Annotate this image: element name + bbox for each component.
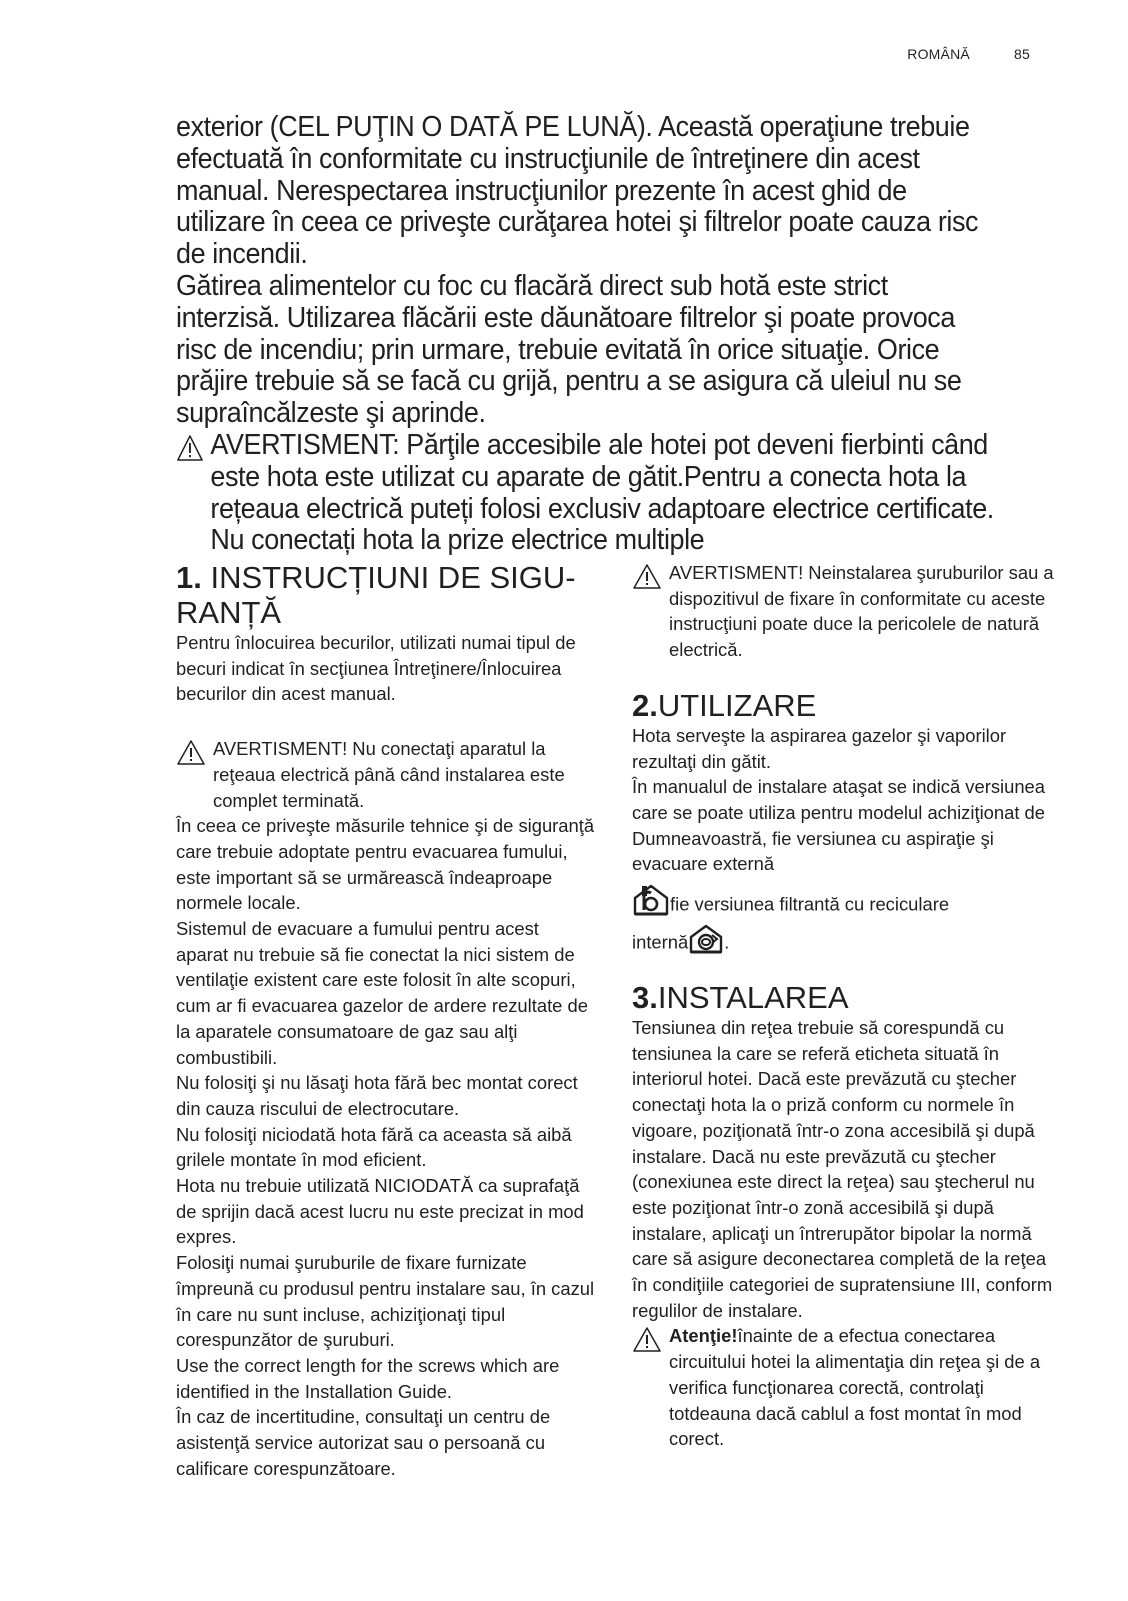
section-3-title: INSTALAREA xyxy=(657,980,849,1016)
section-2-internal-text: internă xyxy=(632,931,689,953)
section-1-grilles: Nu folosiţi niciodată hota fără ca aceasta să aibă grilele montate în mod eficient. xyxy=(176,1123,572,1171)
section-2-filter-line xyxy=(632,883,1062,917)
section-2-internal-line xyxy=(632,923,1062,955)
intro-block xyxy=(176,112,994,557)
intro-paragraph: exterior (CEL PUŢIN O DATĂ PE LUNĂ). Această operaţiune trebuie efectuată în conformitate cu instrucţiunile de întreţinere din acest manual. Nerespectarea instrucţiunilor prezente în acest ghid de utilizare în ceea ce priveşte curăţarea hotei şi filtrelor poate cauza risc de incendii. xyxy=(176,111,979,271)
section-1-doubt: În caz de incertitudine, consultaţi un centru de asistenţă service autorizat sau o persoană cu calificare corespunzătoare. xyxy=(176,1406,551,1479)
section-2-internal-dot: . xyxy=(724,931,730,953)
section-3-voltage: Tensiunea din reţea trebuie să corespundă cu tensiunea la care se referă eticheta situată în interiorul hotei. Dacă este prevăzută cu ştecher conectaţi hota la o priză conform cu normele în vigoare, poziţionată într-o zona accesibilă şi după instalare. Dacă nu este prevăzută cu ştecher (conexiunea este direct la reţea) sau ştecherul nu este poziţionat într-o zonă accesibilă şi după instalare, aplicaţi un întrerupător bipolar la normă care să asigure deconectarea completă de la reţea în condiţiile categoriei de supratensiune III, conform regulilor de instalare. xyxy=(632,1017,1053,1321)
section-1-support: Hota nu trebuie utilizată NICIODATĂ ca suprafaţă de sprijin dacă acest lucru nu este precizat in mod expres. xyxy=(176,1175,584,1248)
section-2-number: 2. xyxy=(632,687,658,723)
section-1-screw-length: Use the correct length for the screws which are identified in the Installation Guide. xyxy=(176,1354,560,1402)
section-2-heading xyxy=(632,688,1062,723)
section-1-screws: Folosiţi numai şuruburile de fixare furnizate împreună cu produsul pentru instalare sau, în cazul în care nu sunt incluse, achiziţionaţi tipul corespunzător de şuruburi. xyxy=(176,1252,595,1351)
recirculation-icon xyxy=(688,923,724,955)
section-1-number: 1. xyxy=(176,560,202,595)
running-header xyxy=(907,46,1030,62)
section-1-bulbs: Pentru înlocuirea becurilor, utilizati numai tipul de becuri indicat în secţiunea Întreţinere/Înlocuirea becurilor din acest manual. xyxy=(176,632,576,705)
section-1-warning xyxy=(176,736,596,813)
section-2-title: UTILIZARE xyxy=(657,687,817,723)
section-3-heading xyxy=(632,980,1062,1015)
warning-triangle-icon xyxy=(176,434,204,462)
warning-triangle-icon xyxy=(176,739,206,766)
attention-body: înainte de a efectua conectarea circuitului hotei la alimentaţia din reţea şi de a verifica funcţionarea corectă, controlaţi totdeauna dacă cablul a fost montat în mod corect. xyxy=(669,1325,1041,1450)
section-1-exhaust-system: Sistemul de evacuare a fumului pentru acest aparat nu trebuie să fie conectat la nici sistem de ventilaţie existent care este folosit în alte scopuri, cum ar fi evacuarea gazelor de ardere rezultate de la aparatele consumatoare de gaz sau alţi combustibili. xyxy=(176,918,588,1068)
section-2-purpose: Hota serveşte la aspirarea gazelor şi vaporilor rezultaţi din gătit. xyxy=(632,724,1007,772)
section-3-attention xyxy=(632,1323,1062,1452)
left-column xyxy=(176,560,596,1482)
section-1-bulb-warning: Nu folosiţi şi nu lăsaţi hota fără bec montat corect din cauza riscului de electrocutare. xyxy=(176,1072,578,1119)
screws-warning xyxy=(632,560,1062,663)
external-exhaust-icon xyxy=(632,883,670,917)
section-1-local-norms: În ceea ce priveşte măsurile tehnice şi de siguranţă care trebuie adoptate pentru evacuarea fumului, este important să se urmărească îndeaproape normele locale. xyxy=(176,815,595,914)
warning-triangle-icon xyxy=(632,563,662,590)
intro-warning-text: AVERTISMENT: Părţile accesibile ale hotei pot deveni fierbinti când este hota este utilizat cu aparate de gătit.Pentru a conecta hota la rețeaua electrică puteți folosi exclusiv adaptoare electrice certificate. Nu conectați hota la prize electrice multiple xyxy=(210,428,994,557)
right-column xyxy=(632,560,1062,1452)
page-number: 85 xyxy=(1014,46,1030,62)
intro-paragraph-2: Gătirea alimentelor cu foc cu flacără direct sub hotă este strict interzisă. Utilizarea flăcării este dăunătoare filtrelor şi poate provoca risc de incendiu; prin urmare, trebuie evitată în orice situaţie. Orice prăjire trebuie să se facă cu grijă, pentru a se asigura că uleiul nu se supraîncălzeste şi aprinde. xyxy=(176,269,962,430)
attention-label: Atenţie! xyxy=(669,1325,738,1347)
screws-warning-text: AVERTISMENT! Neinstalarea şuruburilor sau a dispozitivul de fixare în conformitate cu aceste instrucţiuni poate duce la pericolele de natură electrică. xyxy=(669,562,1054,661)
section-1-heading xyxy=(176,560,596,630)
language-label: ROMÂNĂ xyxy=(907,46,970,62)
section-1-title: INSTRUCȚIUNI DE SIGU-RANȚĂ xyxy=(176,560,576,630)
section-3-number: 3. xyxy=(632,980,658,1016)
section-1-warning-text: AVERTISMENT! Nu conectaţi aparatul la reţeaua electrică până când instalarea este complet terminată. xyxy=(213,738,565,811)
section-3-attention-text xyxy=(669,1323,1062,1452)
warning-triangle-icon xyxy=(632,1326,662,1353)
section-2-filter-text: fie versiunea filtrantă cu reciculare xyxy=(670,893,950,915)
section-2-manual: În manualul de instalare ataşat se indică versiunea care se poate utiliza pentru modelul achiziţionat de Dumneavoastră, fie versiunea cu aspiraţie şi evacuare externă xyxy=(632,776,1046,875)
intro-warning xyxy=(176,430,994,557)
